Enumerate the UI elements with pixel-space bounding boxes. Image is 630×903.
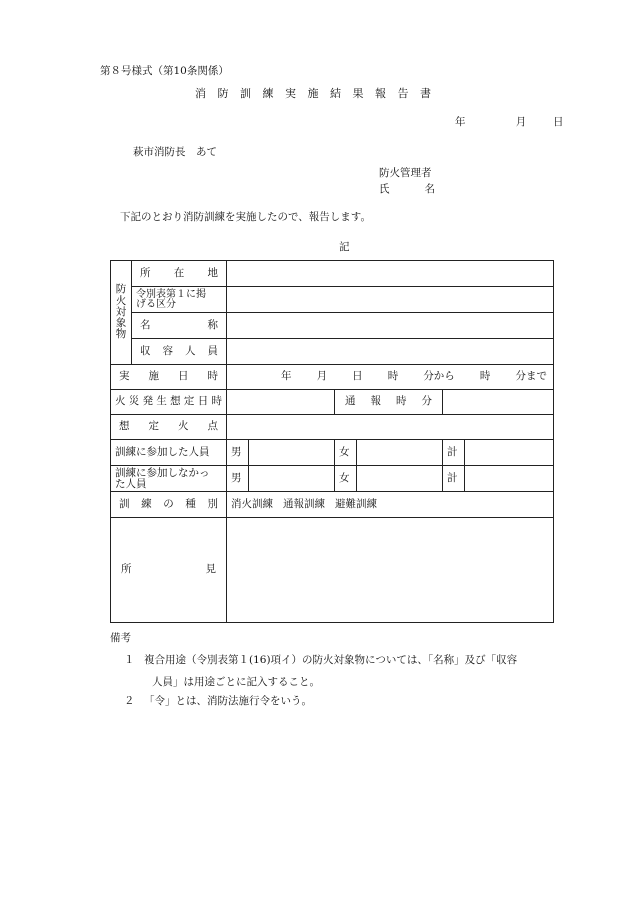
date-year-label: 年 (455, 116, 466, 128)
document-title: 消 防 訓 練 実 施 結 果 報 告 書 (195, 87, 435, 100)
nonparticipants-female-label: 女 (335, 466, 357, 492)
classification-field[interactable] (227, 287, 554, 313)
addressee: 萩市消防長 あて (133, 146, 217, 158)
capacity-field[interactable] (227, 339, 554, 365)
fire-assumed-time-label: 火 災 発 生 想 定 日 時 (111, 390, 227, 415)
intro-text: 下記のとおり消防訓練を実施したので、報告します。 (120, 211, 371, 223)
assumed-fire-point-field[interactable] (227, 415, 554, 440)
location-label: 所 在 地 (132, 261, 227, 287)
capacity-label: 収 容 人 員 (132, 339, 227, 365)
fire-assumed-time-field[interactable] (227, 390, 335, 415)
report-form-table (110, 260, 554, 623)
classification-label: 令別表第１に掲 げる区分 (132, 287, 227, 313)
ki-label: 記 (339, 241, 350, 253)
training-type-evacuation: 避難訓練 (335, 497, 377, 510)
participants-male-field[interactable] (249, 440, 335, 466)
participants-male-label: 男 (227, 440, 249, 466)
nonparticipants-total-label: 計 (443, 466, 465, 492)
nonparticipants-male-label: 男 (227, 466, 249, 492)
nonparticipants-total-field[interactable] (465, 466, 554, 492)
fire-target-group-label: 防 火 対 象 物 (111, 261, 132, 365)
name-char-1: 氏 (379, 183, 390, 195)
participants-label: 訓練に参加した人員 (111, 440, 227, 466)
assumed-fire-point-label: 想 定 火 点 (111, 415, 227, 440)
training-type-extinguish: 消火訓練 (231, 497, 273, 510)
participants-total-label: 計 (443, 440, 465, 466)
nonparticipants-label: 訓練に参加しなかっ た人員 (111, 466, 227, 492)
report-time-label: 通 報 時 分 (335, 390, 443, 415)
nonparticipants-female-field[interactable] (357, 466, 443, 492)
note-1-continuation: 人員」は用途ごとに記入すること。 (152, 676, 320, 688)
training-type-report: 通報訓練 (283, 497, 325, 510)
location-field[interactable] (227, 261, 554, 287)
participants-female-label: 女 (335, 440, 357, 466)
nonparticipants-male-field[interactable] (249, 466, 335, 492)
findings-field[interactable] (227, 518, 554, 623)
date-day-label: 日 (553, 116, 564, 128)
name-label: 名 称 (132, 313, 227, 339)
execution-datetime-label: 実 施 日 時 (111, 365, 227, 390)
note-2: ２ 「令」とは、消防法施行令をいう。 (124, 695, 312, 707)
notes-heading: 備考 (110, 632, 131, 644)
form-number: 第８号様式（第10条関係） (100, 65, 229, 77)
name-char-2: 名 (424, 183, 435, 195)
signer-name-label (379, 184, 435, 195)
participants-total-field[interactable] (465, 440, 554, 466)
report-time-field[interactable] (443, 390, 554, 415)
findings-label: 所 見 (111, 518, 227, 623)
report-date (455, 117, 564, 128)
participants-female-field[interactable] (357, 440, 443, 466)
training-type-field[interactable] (227, 492, 554, 518)
execution-datetime-field[interactable]: 年 月 日 時 分から 時 分まで (227, 365, 554, 390)
training-type-label: 訓 練 の 種 別 (111, 492, 227, 518)
date-month-label: 月 (515, 116, 527, 128)
fire-manager-label: 防火管理者 (379, 167, 432, 179)
name-field[interactable] (227, 313, 554, 339)
note-1: １ 複合用途（令別表第１(16)項イ）の防火対象物については、「名称」及び「収容 (124, 654, 518, 666)
